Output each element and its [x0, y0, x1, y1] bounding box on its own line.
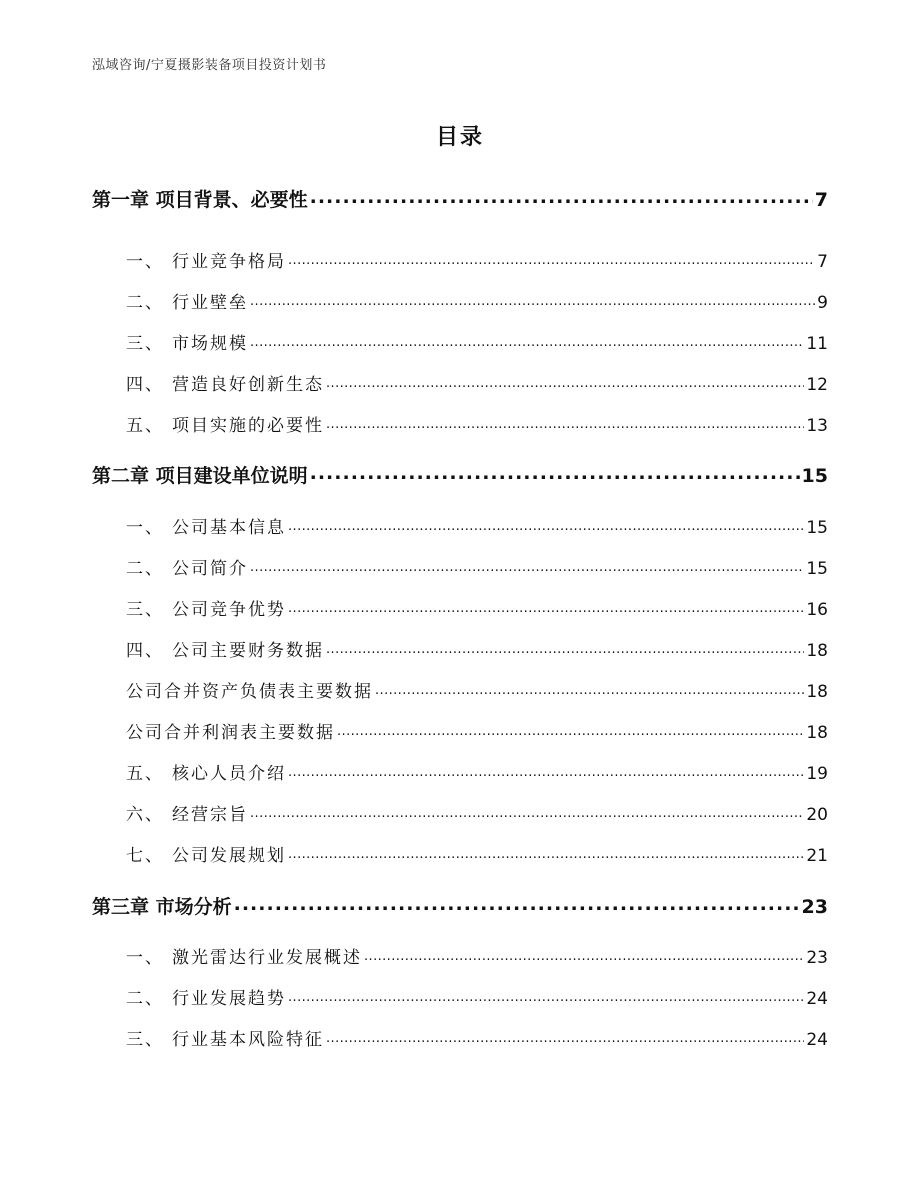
toc-section-label: 行业发展趋势	[172, 989, 286, 1009]
toc-chapter-entry[interactable]	[92, 892, 828, 919]
toc-section-entry[interactable]	[126, 370, 828, 395]
toc-chapter-page-number: 7	[814, 189, 828, 211]
toc-section-entry[interactable]	[126, 841, 828, 866]
toc-dot-leader	[234, 894, 800, 913]
toc-section-entry[interactable]	[126, 513, 828, 538]
toc-section-label: 公司合并资产负债表主要数据	[126, 682, 373, 702]
toc-section-title	[126, 288, 248, 313]
toc-section-title	[126, 636, 324, 661]
toc-dot-leader	[250, 332, 804, 349]
toc-section-label: 行业壁垒	[172, 293, 248, 313]
toc-section-number: 五、	[126, 416, 164, 436]
toc-dot-leader	[288, 516, 804, 533]
toc-dot-leader	[375, 680, 804, 697]
toc-section-entry[interactable]	[126, 288, 828, 313]
toc-section-number: 二、	[126, 989, 164, 1009]
toc-section-title	[126, 513, 286, 538]
toc-section-entry[interactable]	[126, 1025, 828, 1050]
toc-dot-leader	[364, 946, 804, 963]
toc-dot-leader	[310, 187, 813, 206]
toc-section-entry[interactable]	[126, 800, 828, 825]
toc-section-entry[interactable]	[126, 759, 828, 784]
toc-section-page-number: 15	[806, 559, 828, 579]
toc-section-title	[126, 800, 248, 825]
toc-section-entry[interactable]	[126, 984, 828, 1009]
toc-section-label: 市场规模	[172, 334, 248, 354]
toc-section-number: 三、	[126, 334, 164, 354]
toc-dot-leader	[337, 721, 804, 738]
toc-section-title	[126, 759, 286, 784]
toc-section-page-number: 23	[806, 948, 828, 968]
toc-section-page-number: 18	[806, 682, 828, 702]
toc-section-label: 经营宗旨	[172, 805, 248, 825]
toc-dot-leader	[326, 1028, 804, 1045]
toc-section-number: 一、	[126, 948, 164, 968]
toc-section-number: 二、	[126, 293, 164, 313]
toc-section-entry[interactable]	[126, 636, 828, 661]
toc-section-page-number: 18	[806, 641, 828, 661]
toc-dot-leader	[250, 291, 815, 308]
toc-section-label: 公司主要财务数据	[172, 641, 324, 661]
toc-chapter-label: 第一章 项目背景、必要性	[92, 189, 308, 211]
toc-section-title	[126, 247, 286, 272]
toc-section-title	[126, 554, 248, 579]
toc-section-page-number: 19	[806, 764, 828, 784]
toc-section-label: 公司发展规划	[172, 846, 286, 866]
toc-dot-leader	[326, 414, 804, 431]
toc-section-title	[126, 370, 324, 395]
toc-section-title	[126, 984, 286, 1009]
toc-section-page-number: 16	[806, 600, 828, 620]
toc-section-number: 三、	[126, 1030, 164, 1050]
toc-section-page-number: 9	[817, 293, 828, 313]
toc-dot-leader	[288, 598, 804, 615]
toc-section-label: 行业竞争格局	[172, 252, 286, 272]
toc-section-page-number: 21	[806, 846, 828, 866]
toc-section-page-number: 7	[817, 252, 828, 272]
toc-dot-leader	[288, 250, 815, 267]
toc-section-label: 营造良好创新生态	[172, 375, 324, 395]
toc-section-page-number: 24	[806, 989, 828, 1009]
toc-section-entry[interactable]	[126, 329, 828, 354]
toc-section-label: 公司合并利润表主要数据	[126, 723, 335, 743]
toc-section-label: 公司基本信息	[172, 518, 286, 538]
toc-section-label: 公司竞争优势	[172, 600, 286, 620]
toc-section-label: 项目实施的必要性	[172, 416, 324, 436]
toc-dot-leader	[250, 557, 804, 574]
toc-dot-leader	[310, 463, 800, 482]
toc-dot-leader	[326, 373, 804, 390]
toc-section-entry[interactable]	[126, 554, 828, 579]
toc-section-number: 三、	[126, 600, 164, 620]
toc-section-title	[126, 718, 335, 743]
toc-section-page-number: 12	[806, 375, 828, 395]
toc-section-entry[interactable]	[126, 411, 828, 436]
header-divider	[92, 79, 828, 80]
toc-section-entry[interactable]	[126, 595, 828, 620]
toc-dot-leader	[250, 803, 804, 820]
toc-title: 目录	[435, 125, 484, 150]
toc-dot-leader	[288, 762, 804, 779]
toc-section-title	[126, 943, 362, 968]
toc-chapter-label: 第三章 市场分析	[92, 896, 232, 918]
toc-section-label: 行业基本风险特征	[172, 1030, 324, 1050]
toc-dot-leader	[288, 844, 804, 861]
toc-chapter-label: 第二章 项目建设单位说明	[92, 465, 308, 487]
toc-chapter-entry[interactable]	[92, 185, 828, 212]
toc-section-number: 一、	[126, 252, 164, 272]
toc-section-number: 四、	[126, 641, 164, 661]
toc-chapter-page-number: 23	[801, 896, 828, 918]
toc-section-number: 二、	[126, 559, 164, 579]
toc-section-number: 七、	[126, 846, 164, 866]
toc-section-title	[126, 841, 286, 866]
toc-chapter-page-number: 15	[801, 465, 828, 487]
toc-section-entry[interactable]	[126, 943, 828, 968]
toc-section-page-number: 15	[806, 518, 828, 538]
toc-section-page-number: 24	[806, 1030, 828, 1050]
toc-section-page-number: 20	[806, 805, 828, 825]
toc-section-title	[126, 1025, 324, 1050]
toc-section-entry[interactable]	[126, 677, 828, 702]
toc-section-number: 四、	[126, 375, 164, 395]
toc-dot-leader	[326, 639, 804, 656]
toc-section-title	[126, 595, 286, 620]
toc-chapter-entry[interactable]	[92, 461, 828, 488]
toc-section-page-number: 18	[806, 723, 828, 743]
toc-section-number: 六、	[126, 805, 164, 825]
toc-section-title	[126, 329, 248, 354]
toc-dot-leader	[288, 987, 804, 1004]
toc-section-label: 激光雷达行业发展概述	[172, 948, 362, 968]
toc-section-page-number: 13	[806, 416, 828, 436]
toc-section-page-number: 11	[806, 334, 828, 354]
document-header: 泓域咨询/宁夏摄影装备项目投资计划书	[92, 58, 327, 73]
toc-section-label: 公司简介	[172, 559, 248, 579]
toc-section-number: 五、	[126, 764, 164, 784]
toc-section-label: 核心人员介绍	[172, 764, 286, 784]
toc-section-entry[interactable]	[126, 718, 828, 743]
toc-section-title	[126, 411, 324, 436]
toc-section-title	[126, 677, 373, 702]
toc-section-entry[interactable]	[126, 247, 828, 272]
toc-section-number: 一、	[126, 518, 164, 538]
